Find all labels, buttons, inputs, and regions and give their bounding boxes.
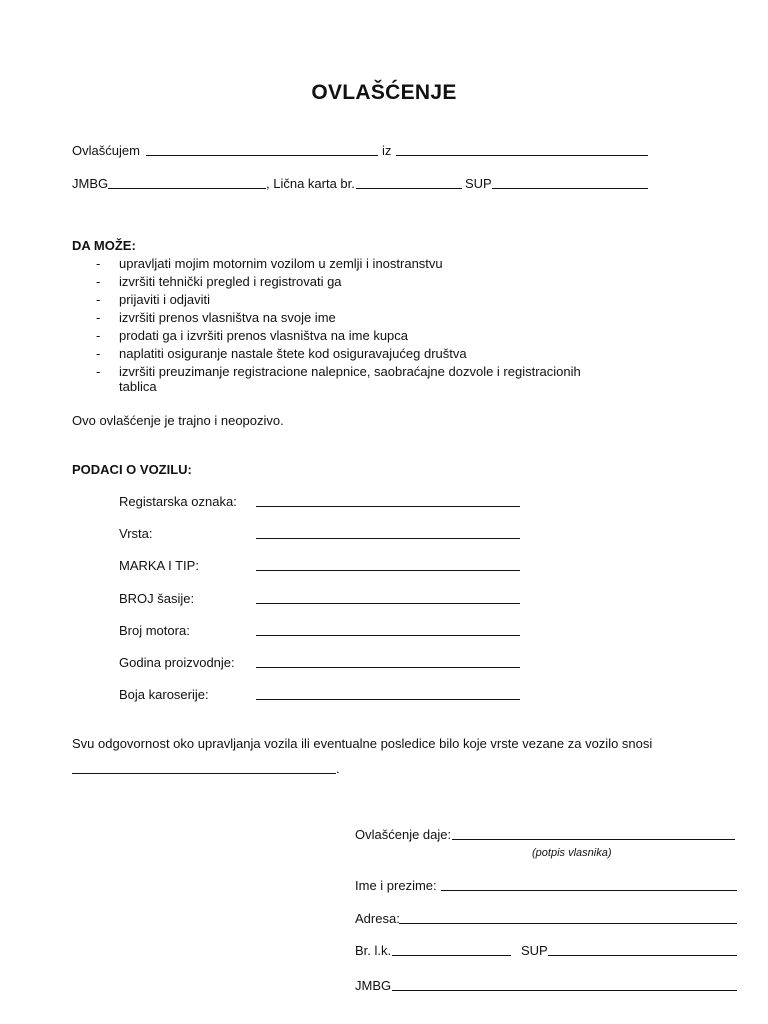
type-field[interactable] xyxy=(256,538,520,539)
id-card-field[interactable] xyxy=(356,188,462,189)
responsibility-period: . xyxy=(336,761,340,776)
engine-field[interactable] xyxy=(256,635,520,636)
signer-id-field[interactable] xyxy=(392,955,511,956)
full-name-label: Ime i prezime: xyxy=(355,878,437,893)
signer-sup-label: SUP xyxy=(521,943,548,958)
list-item: izvršiti tehnički pregled i registrovati ga xyxy=(119,274,342,289)
full-name-field[interactable] xyxy=(441,890,737,891)
make-model-field[interactable] xyxy=(256,570,520,571)
year-field[interactable] xyxy=(256,667,520,668)
registration-field[interactable] xyxy=(256,506,520,507)
year-label: Godina proizvodnje: xyxy=(119,655,235,670)
signer-jmbg-label: JMBG xyxy=(355,978,392,993)
id-card-label: , Lična karta br. xyxy=(266,176,355,191)
authorizer-city-field[interactable] xyxy=(396,155,648,156)
signer-sup-field[interactable] xyxy=(548,955,737,956)
signer-id-label: Br. l.k. xyxy=(355,943,392,958)
sup-label: SUP xyxy=(465,176,492,191)
list-bullet: - xyxy=(96,346,101,361)
list-item-continuation: tablica xyxy=(119,379,157,394)
sup-field[interactable] xyxy=(492,188,648,189)
type-label: Vrsta: xyxy=(119,526,153,541)
list-bullet: - xyxy=(96,364,101,379)
address-field[interactable] xyxy=(399,923,737,924)
list-bullet: - xyxy=(96,292,101,307)
responsible-party-field[interactable] xyxy=(72,773,336,774)
jmbg-label: JMBG xyxy=(72,176,109,191)
from-label: iz xyxy=(382,143,392,158)
list-bullet: - xyxy=(96,274,101,289)
vehicle-heading: PODACI O VOZILU: xyxy=(72,462,192,477)
document-title: OVLAŠĆENJE xyxy=(311,81,457,104)
signer-jmbg-field[interactable] xyxy=(392,990,737,991)
list-item: prijaviti i odjaviti xyxy=(119,292,211,307)
list-item: upravljati mojim motornim vozilom u zemlji i inostranstvu xyxy=(119,256,443,271)
authorize-label: Ovlašćujem xyxy=(72,143,140,158)
responsibility-statement: Svu odgovornost oko upravljanja vozila ili eventualne posledice bilo koje vrste vezane za vozilo snosi xyxy=(72,736,653,751)
given-by-label: Ovlašćenje daje: xyxy=(355,827,452,842)
engine-label: Broj motora: xyxy=(119,623,190,638)
list-item: izvršiti preuzimanje registracione nalepnice, saobraćajne dozvole i registracionih xyxy=(119,364,581,379)
list-bullet: - xyxy=(96,256,101,271)
address-label: Adresa: xyxy=(355,911,400,926)
color-field[interactable] xyxy=(256,699,520,700)
list-bullet: - xyxy=(96,328,101,343)
permanence-statement: Ovo ovlašćenje je trajno i neopozivo. xyxy=(72,413,284,428)
list-bullet: - xyxy=(96,310,101,325)
registration-label: Registarska oznaka: xyxy=(119,494,237,509)
chassis-label: BROJ šasije: xyxy=(119,591,195,606)
make-model-label: MARKA I TIP: xyxy=(119,558,199,573)
chassis-field[interactable] xyxy=(256,603,520,604)
jmbg-field[interactable] xyxy=(108,188,266,189)
color-label: Boja karoserije: xyxy=(119,687,209,702)
owner-signature-note: (potpis vlasnika) xyxy=(532,847,612,859)
list-item: prodati ga i izvršiti prenos vlasništva na ime kupca xyxy=(119,328,409,343)
list-item: naplatiti osiguranje nastale štete kod osiguravajućeg društva xyxy=(119,346,467,361)
list-item: izvršiti prenos vlasništva na svoje ime xyxy=(119,310,336,325)
permissions-heading: DA MOŽE: xyxy=(72,238,136,253)
authorize-line xyxy=(72,143,140,159)
authorizer-name-field[interactable] xyxy=(146,155,378,156)
owner-signature-field[interactable] xyxy=(452,839,735,840)
